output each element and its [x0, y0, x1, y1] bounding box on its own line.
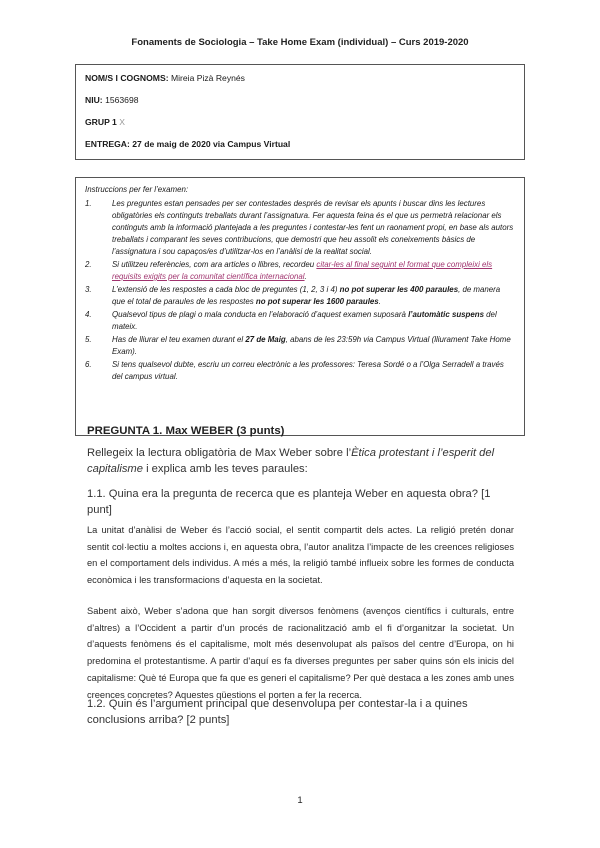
name-value: Mireia Pizà Reynés: [170, 73, 245, 83]
instruction-text: Les preguntes estan pensades per ser contestades després de revisar els apunts i buscar dins les lectures obligatòries els continguts treballats durant l’assignatura. Fer aquesta feina és el que us permetrà relacionar els continguts amb la informació plantejada a les preguntes i contestar-les fent un raonament propi, en base als autors treballats i comparant les seves contribucions, que demostri que heu assolit els coneixements bàsics de l’assignatura i sou capaços/es d’utilitzar-los en l’anàlisi de la realitat social.: [112, 199, 514, 256]
instruction-item: 4. Qualsevol tipus de plagi o mala conducta en l’elaboració d’aquest examen suposarà l’automàtic suspens del mateix.: [85, 310, 497, 331]
instruction-item: 5. Has de lliurar el teu examen durant el 27 de Maig, abans de les 23:59h via Campus Virtual (lliurament Take Home Exam).: [85, 335, 511, 356]
instruction-item: 1. Les preguntes estan pensades per ser contestades després de revisar els apunts i buscar dins les lectures obligatòries els continguts treballats durant l’assignatura. Fer aquesta feina és el que us permetrà relacionar els continguts amb la informació plantejada a les preguntes i contestar-les fent un raonament propi, en base als autors treballats i comparant les seves contribucions, que demostri que heu assolit els coneixements bàsics de l’assignatura i sou capaços/es d’utilitzar-los en l’anàlisi de la realitat social.: [85, 199, 514, 256]
word-limit-total: no pot superar les 1600 paraules: [255, 297, 379, 306]
answer-paragraph-1: La unitat d’anàlisi de Weber és l’acció social, el sentit compartit dels actes. La religió pretén donar sentit col·lectiu a moltes accions i, en aquesta obra, l’autor analitza l’impacte de les creences religioses en el comportament dels individus. A més a més, la religió també influeix sobre les formes de conducta econòmica i les transformacions d’aquesta en la societat.: [87, 525, 514, 586]
subquestion-1-1: 1.1. Quina era la pregunta de recerca que es planteja Weber en aquesta obra? [1 punt]: [87, 488, 491, 516]
instruction-item: 6. Si tens qualsevol dubte, escriu un correu electrònic a les professores: Teresa Sordé o a l’Olga Serradell a través del campus virtual.: [85, 360, 504, 381]
grup-label: GRUP 1: [85, 117, 117, 127]
niu-value: 1563698: [105, 95, 139, 105]
entrega-row: [85, 138, 515, 160]
entrega-label: ENTREGA:: [85, 139, 130, 149]
word-limit-block: no pot superar les 400 paraules: [339, 285, 459, 294]
entrega-rest: via Campus Virtual: [213, 139, 291, 149]
instructions-title: Instruccions per fer l’examen:: [85, 185, 189, 194]
book-title: Ètica protestant i l’esperit del capitalisme: [87, 447, 495, 475]
student-info-box: [75, 64, 525, 160]
subquestion-1-2: 1.2. Quin és l’argument principal que desenvolupa per contestar-la i a quines conclusions arriba? [2 punts]: [87, 698, 468, 726]
grup-row: [85, 116, 515, 138]
document-header: Fonaments de Sociologia – Take Home Exam (individual) – Curs 2019-2020: [131, 37, 469, 48]
entrega-date: 27 de maig de 2020: [132, 139, 211, 149]
instruction-item: 2. Si utilitzeu referències, com ara articles o llibres, recordeu citar-les al final seguint el format que compleixi els requisits exigits per la comunitat científica internacional.: [85, 260, 493, 281]
instructions-box: [75, 177, 525, 436]
niu-row: [85, 94, 515, 116]
question1-intro: Rellegeix la lectura obligatòria de Max Weber sobre l’Ètica protestant i l’esperit del capitalisme i explica amb les teves paraules:: [87, 447, 495, 475]
answer-paragraph-2: Sabent això, Weber s’adona que han sorgit diversos fenòmens (avenços científics i culturals, entre d’altres) a l’Occident a partir d’un procés de racionalització amb el fi d’organitzar la societat. Un d’aquests fenòmens és el capitalisme, molt més desenvolupat als països del centre d’Europa, on hi predomina el protestantisme. A partir d’aquí es fa diverses preguntes per saber quins són els inicis del capitalisme: Què té Europa que fa que es generi el capitalisme? Per què destaca a les zones amb unes creences concretes? Aquestes qüestions el porten a fer la recerca.: [87, 606, 514, 700]
deadline-date: 27 de Maig: [245, 335, 286, 344]
grup-mark: X: [119, 117, 125, 127]
citation-link[interactable]: citar-les al final seguint el format que compleixi els requisits exigits per la comunitat científica internacional: [112, 260, 493, 281]
instructions-list: [85, 198, 515, 383]
name-label: NOM/S I COGNOMS:: [85, 73, 169, 83]
plagiarism-penalty: l’automàtic suspens: [408, 310, 484, 319]
page-number: 1: [297, 795, 303, 806]
instruction-text: Si utilitzeu referències, com ara articles o llibres, recordeu: [112, 260, 315, 269]
question1-title: PREGUNTA 1. Max WEBER (3 punts): [87, 425, 285, 437]
niu-label: NIU:: [85, 95, 103, 105]
name-row: [85, 72, 515, 94]
instruction-item: 3. L’extensió de les respostes a cada bloc de preguntes (1, 2, 3 i 4) no pot superar les 400 paraules, de manera que el total de paraules de les respostes no pot superar les 1600 paraules.: [85, 285, 501, 306]
